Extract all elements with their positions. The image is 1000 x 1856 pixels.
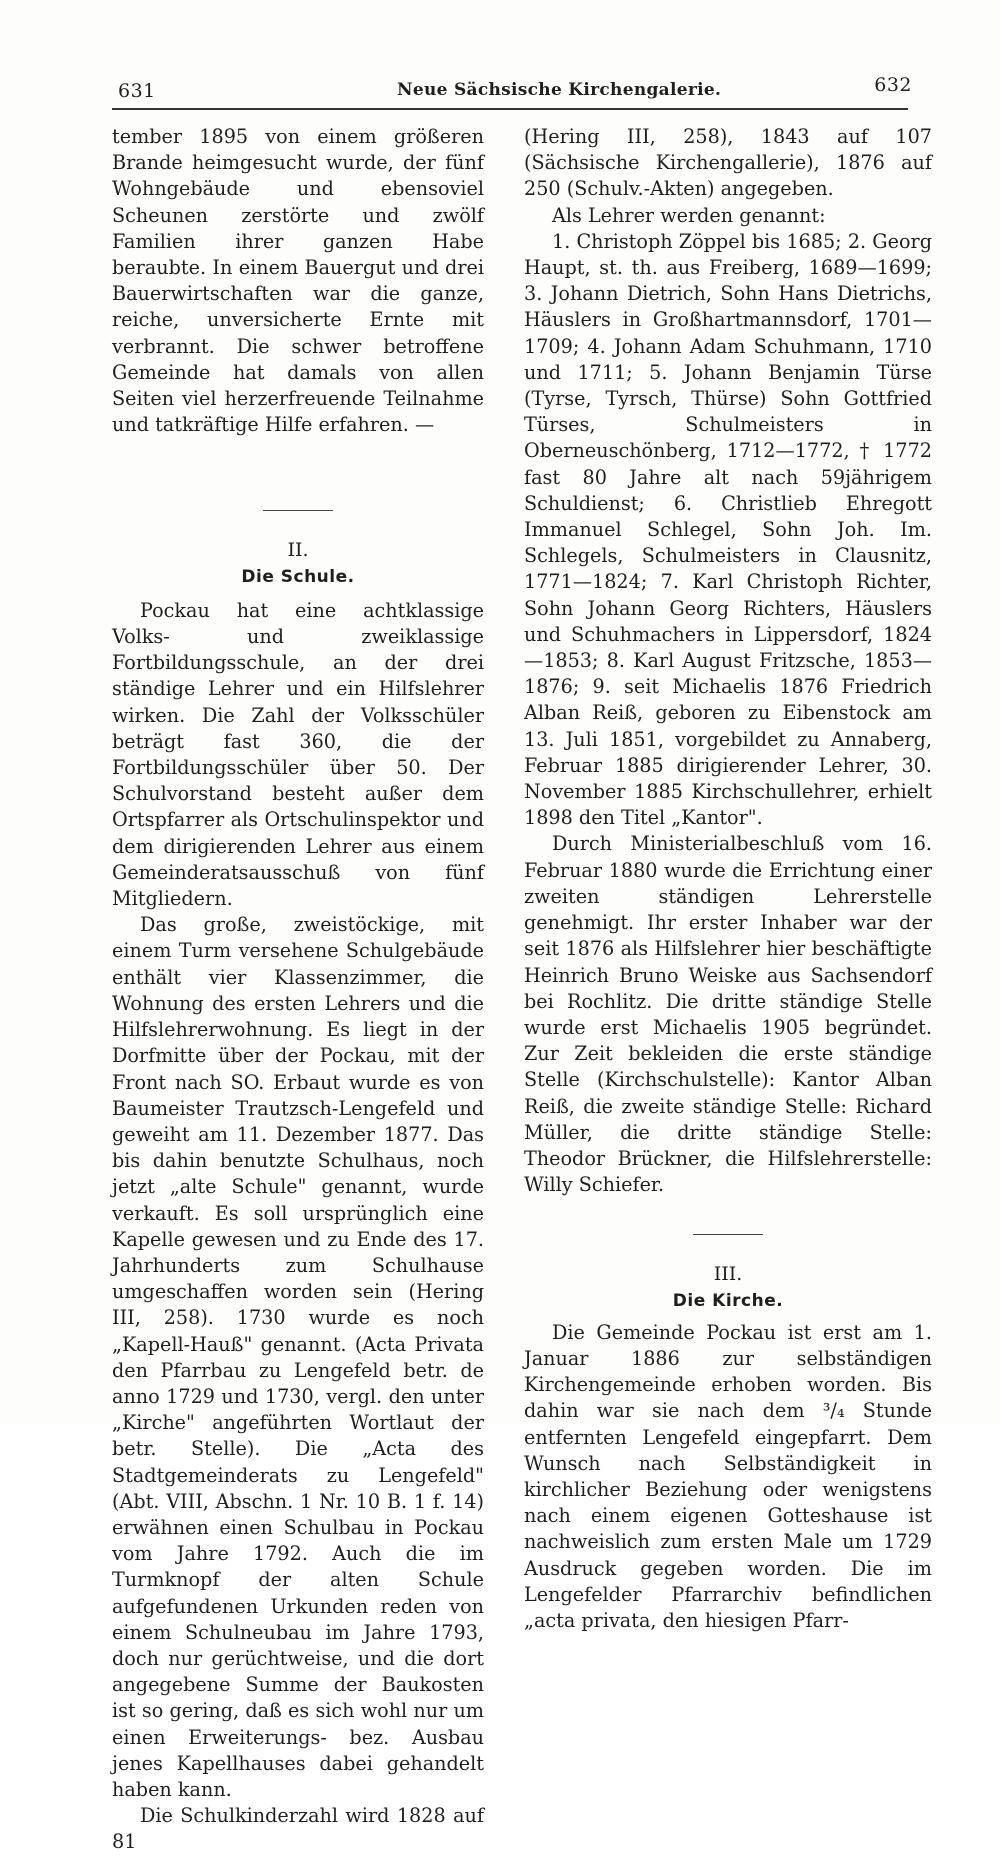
paragraph: Als Lehrer werden genannt:: [552, 203, 826, 227]
running-title: Neue Sächsische Kirchengalerie.: [397, 80, 722, 100]
section-number: II.: [287, 539, 309, 562]
paragraph: 1. Christoph Zöppel bis 1685; 2. Georg Haupt, st. th. aus Freiberg, 1689—1699; 3. Johann Dietrich, Sohn Hans Dietrichs, Häuslers in Großhartmannsdorf, 1701—1709; 4. Johann Adam Schuhmann, 1710 und 1711; 5. Johann Benjamin Türse (Tyrse, Tyrsch, Thürse) Sohn Gottfried Türses, Schulmeisters in Oberneuschönberg, 1712—1772, † 1772 fast 80 Jahre alt nach 59jährigem Schuldienst; 6. Christlieb Ehregott Immanuel Schlegel, Sohn Joh. Im. Schlegels, Schulmeisters in Clausnitz, 1771—1824; 7. Karl Christoph Richter, Sohn Johann Georg Richters, Häuslers und Schuhmachers in Lippersdorf, 1824—1853; 8. Karl August Fritzsche, 1853—1876; 9. seit Michaelis 1876 Friedrich Alban Reiß, geboren zu Eibenstock am 13. Juli 1851, vorgebildet zu Annaberg, Februar 1885 dirigierender Lehrer, 30. November 1885 Kirchschullehrer, erhielt 1898 den Titel „Kantor".: [524, 229, 932, 830]
header-rule: [112, 108, 908, 110]
paragraph: tember 1895 von einem größeren Brande heimgesucht wurde, der fünf Wohngebäude und ebensoviel Scheunen zerstörte und zwölf Familien ihrer ganzen Habe beraubte. In einem Bauergut und drei Bauerwirtschaften war die ganze, reiche, unversicherte Ernte mit verbrannt. Die schwer betroffene Gemeinde hat damals von allen Seiten viel herzerfreuende Teilnahme und tatkräftige Hilfe erfahren. —: [112, 125, 484, 437]
left-column: [112, 124, 484, 1856]
paragraph: Pockau hat eine achtklassige Volks- und zweiklassige Fortbildungsschule, an der drei ständige Lehrer und ein Hilfslehrer wirken. Die Zahl der Volksschüler beträgt fast 360, die der Fortbildungsschüler über 50. Der Schulvorstand besteht außer dem Ortspfarrer als Ortschulinspektor und dem dirigierenden Lehrer aus einem Gemeinderatsausschuß von fünf Mitgliedern.: [112, 598, 484, 911]
section-title: Die Schule.: [241, 566, 355, 587]
paragraph: Das große, zweistöckige, mit einem Turm versehene Schulgebäude enthält vier Klassenzimmer, die Wohnung des ersten Lehrers und die Hilfslehrerwohnung. Es liegt in der Dorfmitte über der Pockau, mit der Front nach SO. Erbaut wurde es von Baumeister Trautzsch-Lengefeld und geweiht am 11. Dezember 1877. Das bis dahin benutzte Schulhaus, noch jetzt „alte Schule" genannt, wurde verkauft. Es soll ursprünglich eine Kapelle gewesen und zu Ende des 17. Jahrhunderts zum Schulhause umgeschaffen worden sein (Hering III, 258). 1730 wurde es noch „Kapell-Hauß" genannt. (Acta Privata den Pfarrbau zu Lengefeld betr. de anno 1729 und 1730, vergl. den unter „Kirche" angeführten Wortlaut der betr. Stelle). Die „Acta des Stadtgemeinderats zu Lengefeld" (Abt. VIII, Abschn. 1 Nr. 10 B. 1 f. 14) erwähnen einen Schulbau in Pockau vom Jahre 1792. Auch die im Turmknopf der alten Schule aufgefundenen Urkunden reden von einem Schulneubau im Jahre 1793, doch nur gerüchtweise, und die dort angegebene Summe der Baukosten ist so gering, daß es sich wohl nur um einen Erweiterungs- bez. Ausbau jenes Kapellhauses dabei gehandelt haben kann.: [112, 913, 484, 1801]
page-header: [112, 74, 912, 106]
section-title: Die Kirche.: [672, 1290, 784, 1311]
right-column: [524, 124, 932, 1634]
page-number-left: 631: [118, 80, 156, 102]
section-number: III.: [713, 1263, 743, 1286]
page-number-right: 632: [874, 74, 912, 96]
paragraph: Durch Ministerialbeschluß vom 16. Februar 1880 wurde die Errichtung einer zweiten ständigen Lehrerstelle genehmigt. Ihr erster Inhaber war der seit 1876 als Hilfslehrer hier beschäftigte Heinrich Bruno Weiske aus Sachsendorf bei Rochlitz. Die dritte ständige Stelle wurde erst Michaelis 1905 begründet. Zur Zeit bekleiden die erste ständige Stelle (Kirchschulstelle): Kantor Alban Reiß, die zweite ständige Stelle: Richard Müller, die dritte ständige Stelle: Theodor Brückner, die Hilfslehrerstelle: Willy Schiefer.: [524, 832, 932, 1197]
paragraph: Die Gemeinde Pockau ist erst am 1. Januar 1886 zur selbständigen Kirchengemeinde erhoben worden. Bis dahin war sie nach dem ³/₄ Stunde entfernten Lengefeld eingepfarrt. Dem Wunsch nach Selbständigkeit in kirchlicher Beziehung oder wenigstens nach einem eigenen Gotteshause ist nachweislich zum ersten Male um 1729 Ausdruck gegeben worden. Die im Lengefelder Pfarrarchiv befindlichen „acta privata, den hiesigen Pfarr-: [524, 1320, 932, 1632]
paragraph: Die Schulkinderzahl wird 1828 auf 81: [112, 1804, 484, 1854]
paragraph: (Hering III, 258), 1843 auf 107 (Sächsische Kirchengallerie), 1876 auf 250 (Schulv.-Akten) angegeben.: [524, 125, 932, 201]
